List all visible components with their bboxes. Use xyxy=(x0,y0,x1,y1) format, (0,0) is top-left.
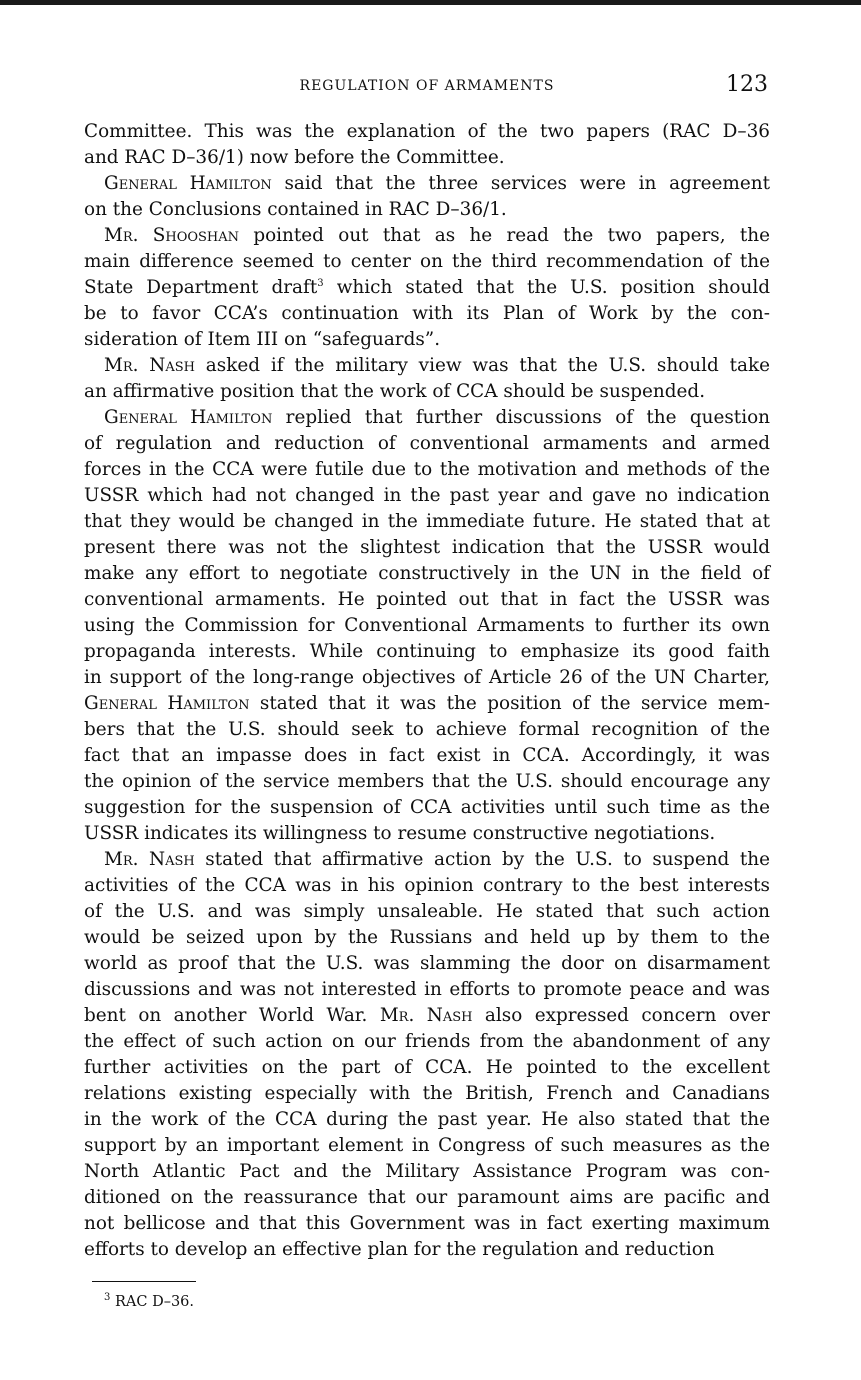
text-line: world as proof that the U.S. was slamming the door on disarmament xyxy=(84,953,770,974)
text-line: of the U.S. and was simply unsaleable. He stated that such action xyxy=(84,901,770,922)
body-text xyxy=(84,119,770,1263)
text-line: present there was not the slightest indication that the USSR would xyxy=(84,537,770,558)
text-line: in the work of the CCA during the past year. He also stated that the xyxy=(84,1109,770,1130)
speaker-name: Mr. Nash xyxy=(379,1005,473,1026)
text-line: forces in the CCA were futile due to the motivation and methods of the xyxy=(84,459,770,480)
text-line: be to favor CCA’s continuation with its Plan of Work by the con- xyxy=(84,303,770,324)
text-line: discussions and was not interested in efforts to promote peace and was xyxy=(84,979,770,1000)
text-line xyxy=(84,405,770,431)
text-line xyxy=(84,1003,770,1029)
text-line: USSR indicates its willingness to resume constructive negotiations. xyxy=(84,823,716,844)
text-line: Committee. This was the explanation of the two papers (RAC D–36 xyxy=(84,121,770,142)
text-line: the opinion of the service members that the U.S. should encourage any xyxy=(84,771,770,792)
line-text: State Department draft xyxy=(84,277,318,298)
text-line xyxy=(84,223,770,249)
text-line: bers that the U.S. should seek to achieve formal recognition of the xyxy=(84,719,770,740)
paragraph xyxy=(84,119,770,171)
text-line: an affirmative position that the work of CCA should be suspended. xyxy=(84,381,706,402)
footnote-marker: 3 xyxy=(104,1292,111,1304)
text-line: the effect of such action on our friends from the abandonment of any xyxy=(84,1031,770,1052)
paragraph xyxy=(84,353,770,405)
text-line: further activities on the part of CCA. He pointed to the excellent xyxy=(84,1057,770,1078)
text-line xyxy=(84,847,770,873)
text-line: support by an important element in Congress of such measures as the xyxy=(84,1135,770,1156)
page-header xyxy=(84,72,770,106)
text-line: fact that an impasse does in fact exist in CCA. Accordingly, it was xyxy=(84,745,770,766)
footnote-text: RAC D–36. xyxy=(110,1294,195,1310)
line-text: which stated that the U.S. position should xyxy=(323,277,771,298)
speaker-name: General Hamilton xyxy=(104,173,272,194)
text-line: conventional armaments. He pointed out that in fact the USSR was xyxy=(84,589,770,610)
text-line: relations existing especially with the British, French and Canadians xyxy=(84,1083,770,1104)
text-line: would be seized upon by the Russians and held up by them to the xyxy=(84,927,770,948)
line-text: also expressed concern over xyxy=(472,1005,770,1026)
text-line: North Atlantic Pact and the Military Assistance Program was con- xyxy=(84,1161,770,1182)
line-text: replied that further discussions of the question xyxy=(272,407,770,428)
text-line: sideration of Item III on “safeguards”. xyxy=(84,329,441,350)
footnote xyxy=(104,1294,194,1310)
page-top-border xyxy=(0,0,861,5)
line-text: stated that it was the position of the service mem- xyxy=(249,693,770,714)
text-line xyxy=(84,353,770,379)
text-line: activities of the CCA was in his opinion contrary to the best interests xyxy=(84,875,770,896)
paragraph xyxy=(84,847,770,1263)
paragraph xyxy=(84,223,770,353)
line-text: said that the three services were in agreement xyxy=(271,173,770,194)
speaker-name: Mr. Nash xyxy=(104,849,195,870)
page-number: 123 xyxy=(726,72,768,97)
text-line: using the Commission for Conventional Armaments to further its own xyxy=(84,615,770,636)
text-line: on the Conclusions contained in RAC D–36/1. xyxy=(84,199,507,220)
speaker-name: Mr. Nash xyxy=(104,355,195,376)
text-line: propaganda interests. While continuing to emphasize its good faith xyxy=(84,641,770,662)
text-line: and RAC D–36/1) now before the Committee. xyxy=(84,147,505,168)
text-line: suggestion for the suspension of CCA activities until such time as the xyxy=(84,797,770,818)
footnote-reference: 3 xyxy=(317,277,324,289)
speaker-name: General Hamilton xyxy=(104,407,273,428)
running-head: REGULATION OF ARMAMENTS xyxy=(299,78,555,94)
text-line: that they would be changed in the immediate future. He stated that at xyxy=(84,511,770,532)
line-text: stated that affirmative action by the U.S. to suspend the xyxy=(194,849,770,870)
text-line xyxy=(84,691,770,717)
line-text: pointed out that as he read the two papers, the xyxy=(239,225,770,246)
footnote-rule xyxy=(92,1281,196,1282)
text-line xyxy=(84,275,770,301)
text-line: make any effort to negotiate constructively in the UN in the field of xyxy=(84,563,770,584)
text-line: in support of the long-range objectives of Article 26 of the UN Charter, xyxy=(84,667,770,688)
paragraph xyxy=(84,405,770,847)
paragraph xyxy=(84,171,770,223)
text-line xyxy=(84,171,770,197)
speaker-name: General Hamilton xyxy=(84,693,250,714)
text-line: of regulation and reduction of conventional armaments and armed xyxy=(84,433,770,454)
text-line: efforts to develop an effective plan for the regulation and reduction xyxy=(84,1239,715,1260)
line-text: bent on another World War. xyxy=(84,1005,380,1026)
speaker-name: Mr. Shooshan xyxy=(104,225,240,246)
text-line: not bellicose and that this Government was in fact exerting maximum xyxy=(84,1213,770,1234)
text-line: ditioned on the reassurance that our paramount aims are pacific and xyxy=(84,1187,770,1208)
text-line: main difference seemed to center on the third recommendation of the xyxy=(84,251,770,272)
line-text: asked if the military view was that the U.S. should take xyxy=(195,355,770,376)
text-line: USSR which had not changed in the past year and gave no indication xyxy=(84,485,770,506)
